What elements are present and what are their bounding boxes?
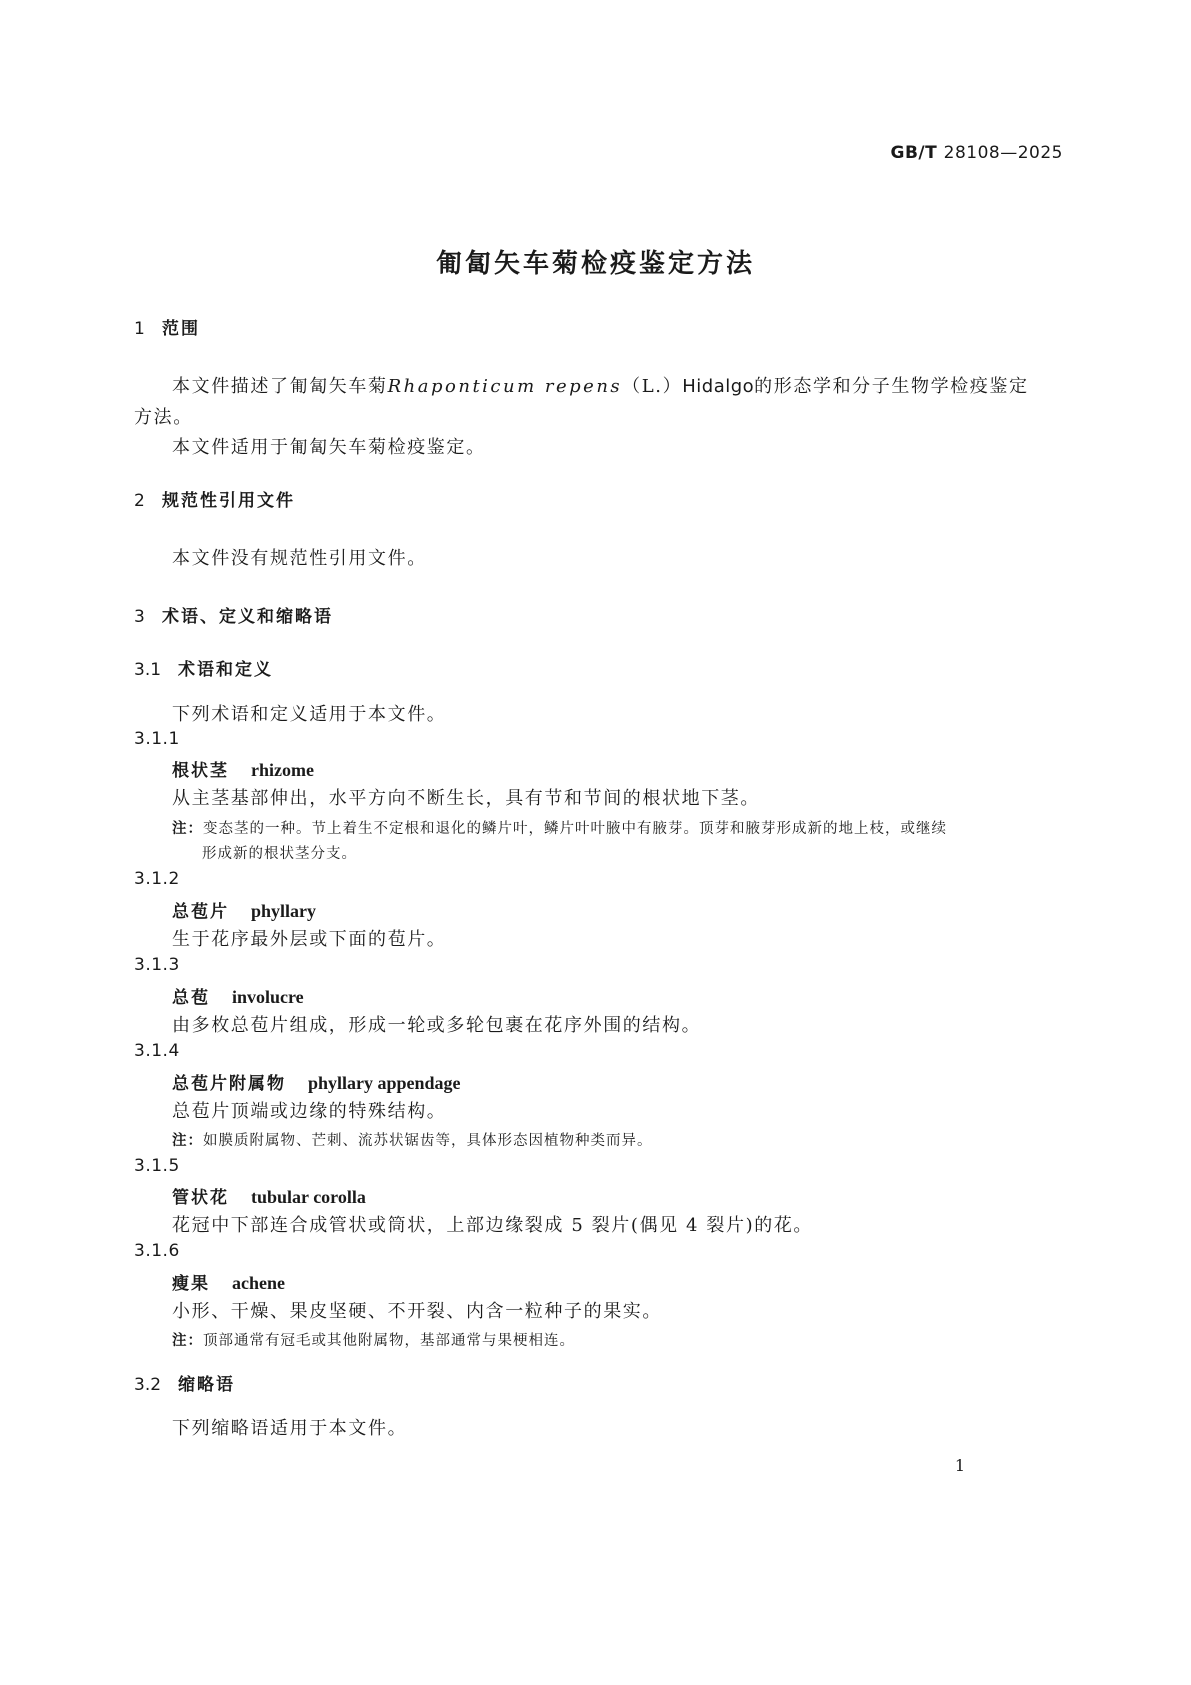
section-1-heading bbox=[134, 314, 200, 339]
note-text: 如膜质附属物、芒刺、流苏状锯齿等，具体形态因植物种类而异。 bbox=[203, 1133, 653, 1149]
section-3-number: 3 bbox=[134, 607, 145, 627]
term-definition: 从主茎基部伸出，水平方向不断生长，具有节和节间的根状地下茎。 bbox=[172, 788, 760, 809]
section-2-heading bbox=[134, 486, 295, 511]
note-text: 顶部通常有冠毛或其他附属物，基部通常与果梗相连。 bbox=[203, 1333, 575, 1349]
term-heading bbox=[172, 1269, 285, 1294]
author-name: Hidalgo bbox=[682, 376, 755, 397]
section-1-paragraph-2: 本文件适用于匍匐矢车菊检疫鉴定。 bbox=[172, 437, 486, 458]
note-label: 注： bbox=[172, 1333, 203, 1349]
term-chinese: 根状茎 bbox=[172, 761, 229, 781]
term-english: involucre bbox=[232, 987, 304, 1007]
term-note-continued: 形成新的根状茎分支。 bbox=[202, 846, 357, 862]
standard-prefix: GB/T bbox=[890, 143, 938, 163]
section-3-heading bbox=[134, 602, 333, 627]
term-english: tubular corolla bbox=[251, 1187, 366, 1207]
para1-text-b: （L.） bbox=[622, 376, 683, 397]
term-chinese: 管状花 bbox=[172, 1188, 229, 1208]
term-heading bbox=[172, 1069, 461, 1094]
term-heading bbox=[172, 756, 314, 781]
note-text: 变态茎的一种。节上着生不定根和退化的鳞片叶，鳞片叶叶腋中有腋芽。顶芽和腋芽形成新的地上枝，或继续 bbox=[203, 821, 947, 837]
section-1-paragraph-1-continued: 方法。 bbox=[134, 407, 193, 428]
scientific-name: Rhaponticum repens bbox=[387, 376, 623, 397]
term-chinese: 总苞片附属物 bbox=[172, 1074, 286, 1094]
term-definition: 小形、干燥、果皮坚硬、不开裂、内含一粒种子的果实。 bbox=[172, 1301, 662, 1322]
section-3-title: 术语、定义和缩略语 bbox=[162, 607, 333, 627]
section-1-paragraph-1 bbox=[172, 372, 1029, 398]
section-3-2-title: 缩略语 bbox=[178, 1375, 235, 1395]
term-definition: 花冠中下部连合成管状或筒状，上部边缘裂成 5 裂片(偶见 4 裂片)的花。 bbox=[172, 1215, 814, 1236]
term-chinese: 总苞 bbox=[172, 988, 210, 1008]
term-chinese: 瘦果 bbox=[172, 1274, 210, 1294]
term-number: 3.1.6 bbox=[134, 1241, 180, 1261]
section-3-2-intro: 下列缩略语适用于本文件。 bbox=[172, 1418, 408, 1439]
term-number: 3.1.5 bbox=[134, 1156, 180, 1176]
page-number: 1 bbox=[954, 1456, 965, 1475]
term-heading bbox=[172, 897, 316, 922]
term-definition: 由多枚总苞片组成，形成一轮或多轮包裹在花序外围的结构。 bbox=[172, 1015, 702, 1036]
term-note bbox=[172, 1329, 575, 1350]
term-english: achene bbox=[232, 1273, 285, 1293]
term-definition: 总苞片顶端或边缘的特殊结构。 bbox=[172, 1101, 447, 1122]
section-3-1-intro: 下列术语和定义适用于本文件。 bbox=[172, 704, 447, 725]
para1-text-c: 的形态学和分子生物学检疫鉴定 bbox=[754, 376, 1029, 397]
section-3-1-heading bbox=[134, 655, 273, 680]
standard-number bbox=[891, 143, 1063, 163]
term-english: phyllary appendage bbox=[308, 1073, 461, 1093]
term-heading bbox=[172, 983, 304, 1008]
term-chinese: 总苞片 bbox=[172, 902, 229, 922]
term-number: 3.1.2 bbox=[134, 869, 180, 889]
term-note bbox=[172, 817, 947, 838]
term-note bbox=[172, 1129, 653, 1150]
section-3-2-number: 3.2 bbox=[134, 1375, 162, 1395]
section-2-title: 规范性引用文件 bbox=[162, 491, 295, 511]
section-1-number: 1 bbox=[134, 319, 145, 339]
term-number: 3.1.4 bbox=[134, 1041, 180, 1061]
term-number: 3.1.1 bbox=[134, 729, 180, 749]
section-2-paragraph: 本文件没有规范性引用文件。 bbox=[172, 548, 427, 569]
term-definition: 生于花序最外层或下面的苞片。 bbox=[172, 929, 447, 950]
section-3-1-number: 3.1 bbox=[134, 660, 162, 680]
document-title: 匍匐矢车菊检疫鉴定方法 bbox=[435, 249, 755, 279]
section-2-number: 2 bbox=[134, 491, 145, 511]
note-label: 注： bbox=[172, 1133, 203, 1149]
section-1-title: 范围 bbox=[162, 319, 200, 339]
standard-code: 28108—2025 bbox=[943, 143, 1063, 163]
term-english: rhizome bbox=[251, 760, 314, 780]
term-heading bbox=[172, 1183, 366, 1208]
section-3-2-heading bbox=[134, 1370, 235, 1395]
para1-text-a: 本文件描述了匍匐矢车菊 bbox=[172, 376, 388, 397]
term-number: 3.1.3 bbox=[134, 955, 180, 975]
section-3-1-title: 术语和定义 bbox=[178, 660, 273, 680]
note-label: 注： bbox=[172, 821, 203, 837]
term-english: phyllary bbox=[251, 901, 317, 921]
